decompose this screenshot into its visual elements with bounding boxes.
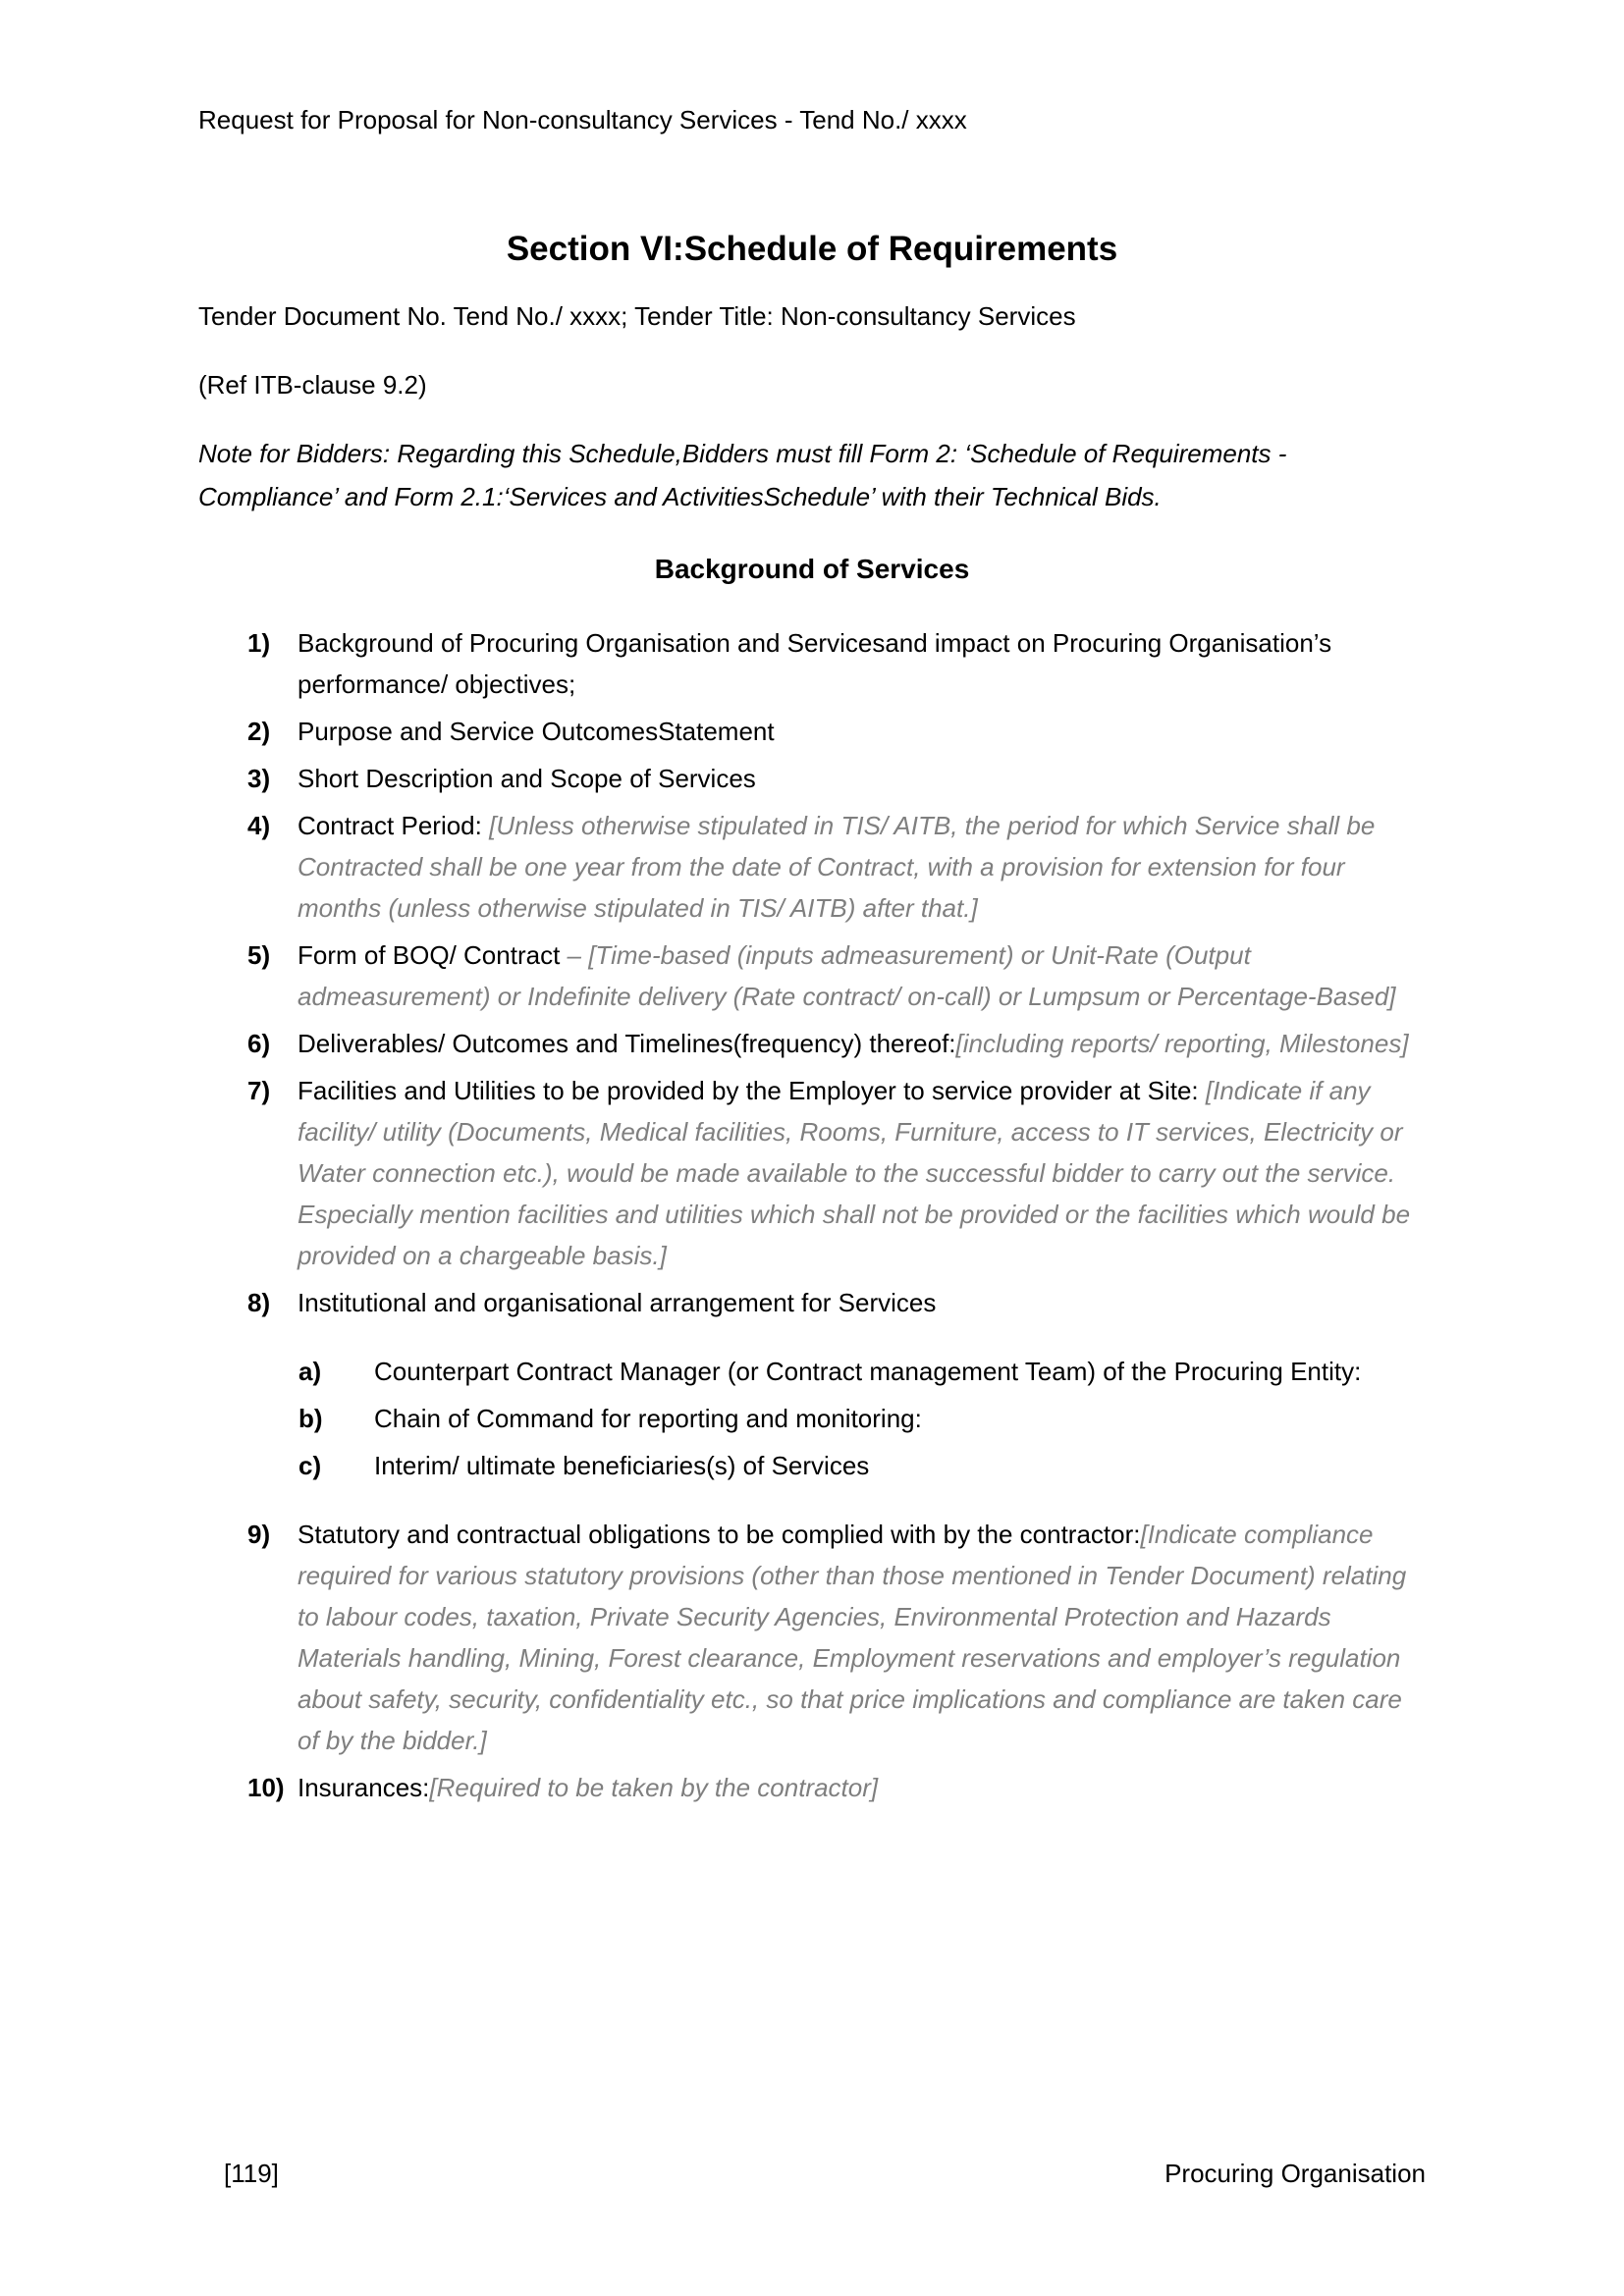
item-annotation: [Indicate compliance required for various statutory provisions (other than those mentioned in Tender Document) relating to labour codes, taxation, Private Security Agencies, Environmental Protection and Hazards Materials handling, Mining, Forest clearance, Employment reservations and employer’s regulation about safety, security, confidentiality etc., so that price implications and compliance are taken care of by the bidder.] <box>298 1520 1407 1755</box>
requirements-list <box>198 622 1426 1808</box>
item-text: Contract Period: <box>298 811 490 840</box>
item-annotation: [Unless otherwise stipulated in TIS/ AITB, the period for which Service shall be Contracted shall be one year from the date of Contract, with a provision for extension for four months (unless otherwise stipulated in TIS/ AITB) after that.] <box>298 811 1376 923</box>
item-text: Facilities and Utilities to be provided by the Employer to service provider at Site: <box>298 1076 1206 1105</box>
list-item-3 <box>198 758 1426 799</box>
item-text: Institutional and organisational arrangement for Services <box>298 1288 937 1317</box>
item-annotation: [Required to be taken by the contractor] <box>429 1773 879 1802</box>
list-item-9 <box>198 1514 1426 1761</box>
sub-item-c <box>198 1445 1426 1486</box>
item-number: 5) <box>247 940 271 970</box>
item-text: Background of Procuring Organisation and Servicesand impact on Procuring Organisation’s performance/ objectives; <box>298 628 1332 699</box>
page-header: Request for Proposal for Non-consultancy Services - Tend No./ xxxx <box>198 105 967 134</box>
list-item-5 <box>198 934 1426 1017</box>
item-number: 7) <box>247 1076 271 1105</box>
item-text: Statutory and contractual obligations to be complied with by the contractor: <box>298 1520 1141 1549</box>
page-footer <box>198 2152 1426 2195</box>
list-item-7 <box>198 1070 1426 1276</box>
footer-organisation: Procuring Organisation <box>1164 2159 1426 2188</box>
sub-item-letter: b) <box>298 1404 323 1433</box>
note-for-bidders: Note for Bidders: Regarding this Schedule,Bidders must fill Form 2: ‘Schedule of Requirements - Compliance’ and Form 2.1:‘Services and ActivitiesSchedule’ with their Technical Bids. <box>198 439 1287 511</box>
item-number: 2) <box>247 717 271 746</box>
list-item-4 <box>198 805 1426 929</box>
list-item-2 <box>198 711 1426 752</box>
background-of-services-heading: Background of Services <box>654 554 970 584</box>
sub-list-item-8 <box>198 1351 1426 1486</box>
sub-item-text: Interim/ ultimate beneficiaries(s) of Services <box>374 1451 870 1480</box>
item-text: Deliverables/ Outcomes and Timelines(frequency) thereof: <box>298 1029 956 1058</box>
item-text: Insurances: <box>298 1773 430 1802</box>
list-item-10 <box>198 1767 1426 1808</box>
tender-document-line: Tender Document No. Tend No./ xxxx; Tender Title: Non-consultancy Services <box>198 301 1076 331</box>
item-number: 4) <box>247 811 271 840</box>
item-number: 1) <box>247 628 271 658</box>
item-text: Purpose and Service OutcomesStatement <box>298 717 775 746</box>
itb-reference-line: (Ref ITB-clause 9.2) <box>198 370 427 400</box>
item-text: Short Description and Scope of Services <box>298 764 756 793</box>
item-number: 8) <box>247 1288 271 1317</box>
list-item-6 <box>198 1023 1426 1064</box>
page-number: [119] <box>224 2159 279 2188</box>
section-title: Section VI:Schedule of Requirements <box>506 230 1118 268</box>
sub-item-text: Counterpart Contract Manager (or Contract management Team) of the Procuring Entity: <box>374 1357 1362 1386</box>
sub-item-text: Chain of Command for reporting and monitoring: <box>374 1404 922 1433</box>
item-annotation: – [Time-based (inputs admeasurement) or Unit-Rate (Output admeasurement) or Indefinite delivery (Rate contract/ on-call) or Lumpsum or Percentage-Based] <box>298 940 1396 1011</box>
list-item-1 <box>198 622 1426 705</box>
sub-item-b <box>198 1398 1426 1439</box>
item-number: 9) <box>247 1520 271 1549</box>
sub-item-a <box>198 1351 1426 1392</box>
item-number: 3) <box>247 764 271 793</box>
item-number: 10) <box>247 1773 285 1802</box>
item-text: Form of BOQ/ Contract <box>298 940 568 970</box>
list-item-8 <box>198 1282 1426 1323</box>
sub-item-letter: a) <box>298 1357 322 1386</box>
item-number: 6) <box>247 1029 271 1058</box>
sub-item-letter: c) <box>298 1451 322 1480</box>
item-annotation: [including reports/ reporting, Milestones] <box>955 1029 1409 1058</box>
item-annotation: [Indicate if any facility/ utility (Documents, Medical facilities, Rooms, Furniture, access to IT services, Electricity or Water connection etc.), would be made available to the successful bidder to carry out the service. Especially mention facilities and utilities which shall not be provided or the facilities which would be provided on a chargeable basis.] <box>298 1076 1411 1270</box>
